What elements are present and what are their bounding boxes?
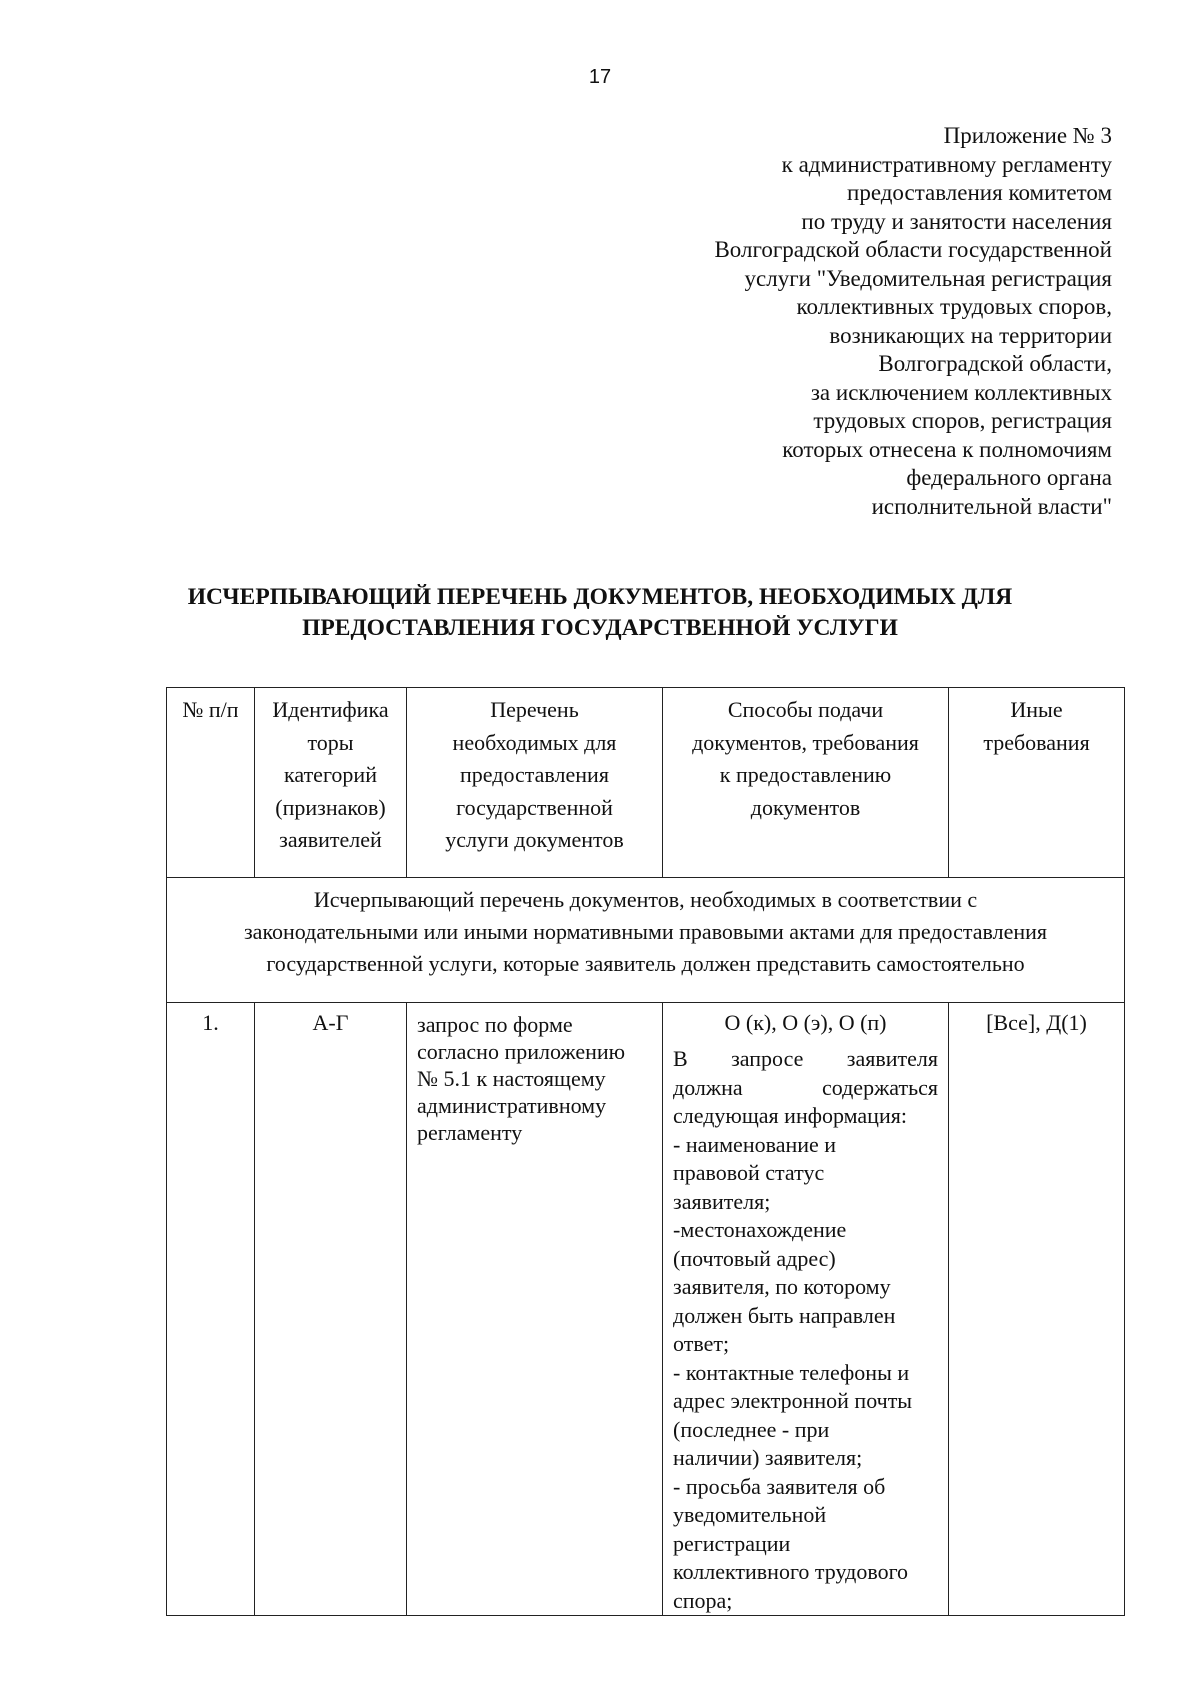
document-line: согласно приложению: [417, 1039, 626, 1064]
requirement-line: - наименование и: [673, 1131, 837, 1157]
appendix-line: услуги "Уведомительная регистрация: [744, 265, 1112, 291]
header-line: Иные: [1010, 697, 1063, 722]
document-line: № 5.1 к настоящему: [417, 1066, 606, 1091]
requirement-word: содержаться: [821, 1074, 938, 1100]
requirement-line: ответ;: [673, 1331, 730, 1356]
appendix-line: к административному регламенту: [781, 151, 1112, 177]
appendix-line: которых отнесена к полномочиям: [782, 436, 1112, 462]
header-line: № п/п: [182, 697, 239, 722]
document-line: административному: [417, 1093, 607, 1118]
appendix-line: Приложение № 3: [943, 123, 1112, 148]
document-line: запрос по форме: [417, 1012, 573, 1037]
requirement-word: В: [673, 1046, 688, 1071]
appendix-block: [472, 122, 1112, 521]
header-line: Идентифика: [272, 697, 389, 722]
requirement-line: заявителя;: [673, 1188, 771, 1214]
header-cell-number: [167, 688, 255, 878]
header-cell-documents: [407, 688, 663, 878]
requirement-line: (последнее - при: [673, 1416, 830, 1442]
cell-identifiers: А-Г: [255, 1003, 407, 1616]
requirement-line: уведомительной: [673, 1502, 827, 1527]
requirement-word: заявителя: [846, 1046, 938, 1071]
header-line: предоставления: [460, 762, 609, 787]
cell-other-requirements: [Все], Д(1): [949, 1003, 1125, 1616]
header-line: категорий: [284, 762, 377, 787]
header-cell-submission: [663, 688, 949, 878]
requirement-word: запросе: [731, 1046, 804, 1071]
header-line: Перечень: [490, 697, 579, 722]
header-line: (признаков): [275, 794, 386, 820]
cell-submission-requirements: [663, 1003, 949, 1616]
header-cell-other: [949, 688, 1125, 878]
appendix-line: за исключением коллективных: [810, 379, 1112, 405]
documents-table: [166, 687, 1125, 1616]
section-line: государственной услуги, которые заявитель должен представить самостоятельно: [266, 951, 1025, 976]
title-line: ИСЧЕРПЫВАЮЩИЙ ПЕРЕЧЕНЬ ДОКУМЕНТОВ, НЕОБХОДИМЫХ ДЛЯ: [187, 584, 1013, 610]
requirement-line: - просьба заявителя об: [673, 1473, 886, 1499]
title-line: ПРЕДОСТАВЛЕНИЯ ГОСУДАРСТВЕННОЙ УСЛУГИ: [302, 615, 898, 641]
requirement-line: (почтовый адрес): [673, 1245, 836, 1271]
appendix-line: федерального органа: [906, 465, 1112, 490]
appendix-line: исполнительной власти": [871, 493, 1112, 519]
requirement-line: правовой статус: [673, 1160, 825, 1185]
appendix-line: коллективных трудовых споров,: [796, 294, 1112, 319]
requirement-line: [673, 1045, 938, 1074]
document-title: [0, 582, 1200, 644]
requirement-line: следующая информация:: [673, 1103, 907, 1128]
section-line: законодательными или иными нормативными правовыми актами для предоставления: [243, 919, 1048, 944]
appendix-line: Волгоградской области,: [878, 351, 1112, 376]
page-number: 17: [588, 66, 612, 88]
table-header-row: [167, 688, 1125, 878]
table-row: [167, 1003, 1125, 1616]
cell-number: 1.: [167, 1003, 255, 1616]
appendix-line: возникающих на территории: [829, 322, 1112, 348]
header-line: государственной: [456, 794, 613, 820]
cell-document: [407, 1003, 663, 1616]
requirement-line: -местонахождение: [673, 1217, 847, 1242]
requirement-line: заявителя, по которому: [673, 1274, 891, 1299]
requirement-line: [673, 1074, 938, 1103]
appendix-line: Волгоградской области государственной: [714, 237, 1112, 262]
submission-codes: О (к), О (э), О (п): [724, 1010, 887, 1035]
header-cell-identifiers: [255, 688, 407, 878]
header-line: необходимых для: [452, 729, 617, 755]
header-line: документов: [750, 794, 861, 820]
appendix-line: предоставления комитетом: [847, 180, 1112, 205]
requirement-line: должен быть направлен: [673, 1302, 896, 1328]
section-line: Исчерпывающий перечень документов, необходимых в соответствии с: [313, 887, 978, 912]
requirement-line: - контактные телефоны и: [673, 1359, 910, 1385]
requirement-line: регистрации: [673, 1530, 791, 1556]
appendix-line: по труду и занятости населения: [801, 208, 1112, 234]
header-line: документов, требования: [692, 729, 919, 755]
appendix-line: трудовых споров, регистрация: [813, 408, 1112, 433]
requirement-line: коллективного трудового: [673, 1559, 909, 1584]
requirement-line: адрес электронной почты: [673, 1388, 913, 1413]
header-line: Способы подачи: [727, 697, 884, 722]
header-line: услуги документов: [445, 827, 624, 852]
header-line: заявителей: [279, 827, 382, 852]
requirement-line: спора;: [673, 1587, 733, 1613]
requirement-word: должна: [673, 1074, 743, 1100]
section-heading: [167, 878, 1125, 1003]
section-row: [167, 878, 1125, 1003]
header-line: к предоставлению: [719, 762, 892, 787]
header-line: требования: [983, 729, 1090, 755]
requirement-line: наличии) заявителя;: [673, 1445, 863, 1470]
document-line: регламенту: [417, 1120, 523, 1145]
header-line: торы: [307, 729, 354, 755]
